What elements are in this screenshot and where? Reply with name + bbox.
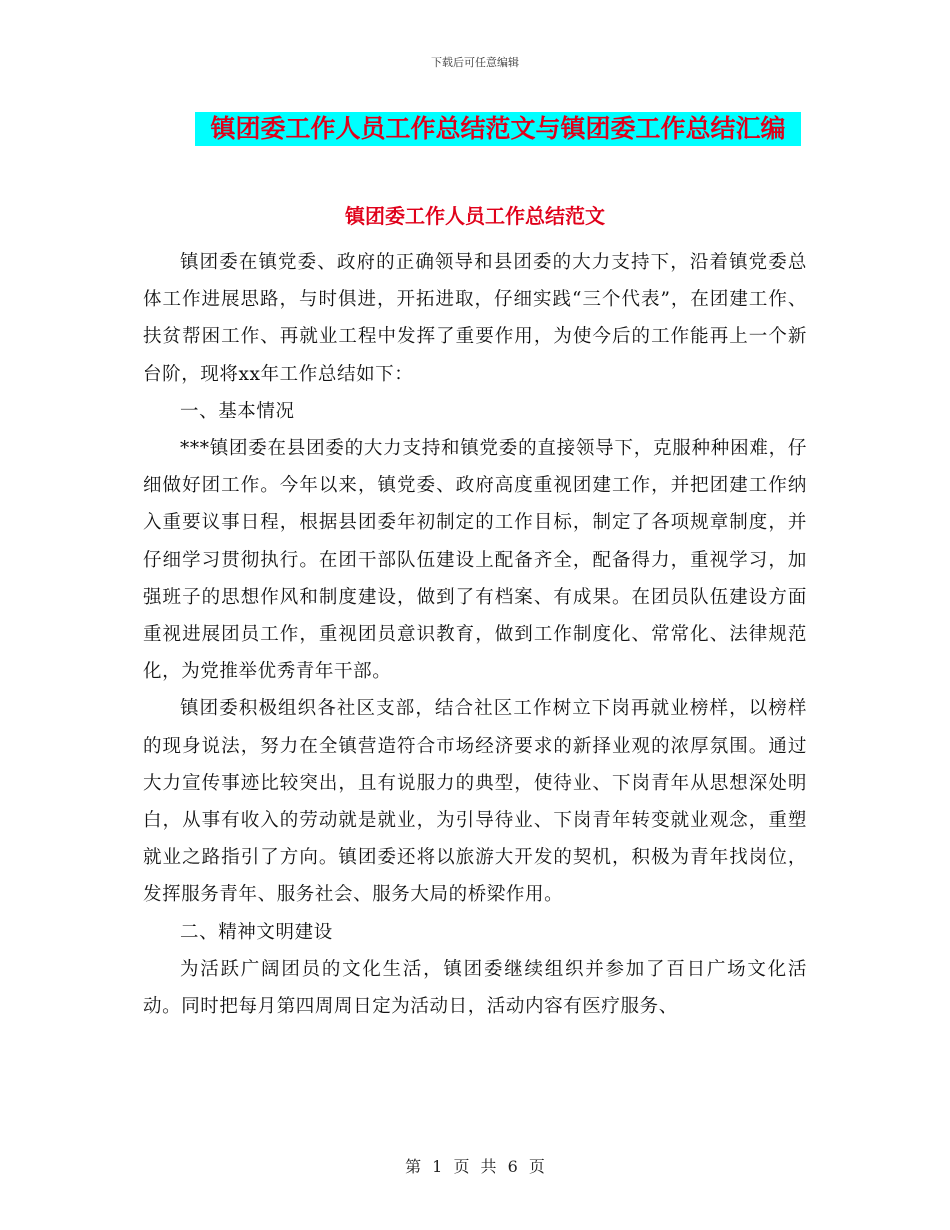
paragraph: 为活跃广阔团员的文化生活，镇团委继续组织并参加了百日广场文化活动。同时把每月第四周周日定为活动日，活动内容有医疗服务、	[143, 958, 807, 1018]
paragraph: ***镇团委在县团委的大力支持和镇党委的直接领导下，克服种种困难，仔细做好团工作。今年以来，镇党委、政府高度重视团建工作，并把团建工作纳入重要议事日程，根据县团委年初制定的工作目标，制定了各项规章制度，并仔细学习贯彻执行。在团干部队伍建设上配备齐全，配备得力，重视学习，加强班子的思想作风和制度建设，做到了有档案、有成果。在团员队伍建设方面重视进展团员工作，重视团员意识教育，做到工作制度化、常常化、法律规范化，为党推举优秀青年干部。	[143, 438, 807, 683]
header-note: 下载后可任意编辑	[431, 56, 519, 69]
sub-title: 镇团委工作人员工作总结范文	[345, 204, 605, 228]
main-title-highlight	[195, 112, 801, 146]
section-heading: 二、精神文明建设	[180, 921, 333, 943]
section-heading: 一、基本情况	[180, 400, 295, 422]
page-number: 第 1 页 共 6 页	[405, 1157, 545, 1176]
main-title: 镇团委工作人员工作总结范文与镇团委工作总结汇编	[210, 114, 786, 143]
paragraph: 镇团委在镇党委、政府的正确领导和县团委的大力支持下，沿着镇党委总体工作进展思路，与时俱进，开拓进取，仔细实践“三个代表”，在团建工作、扶贫帮困工作、再就业工程中发挥了重要作用，为使今后的工作能再上一个新台阶，现将xx年工作总结如下：	[143, 252, 807, 385]
body-text	[143, 244, 807, 1025]
paragraph: 镇团委积极组织各社区支部，结合社区工作树立下岗再就业榜样，以榜样的现身说法，努力在全镇营造符合市场经济要求的新择业观的浓厚氛围。通过大力宣传事迹比较突出，且有说服力的典型，使待业、下岗青年从思想深处明白，从事有收入的劳动就是就业，为引导待业、下岗青年转变就业观念，重塑就业之路指引了方向。镇团委还将以旅游大开发的契机，积极为青年找岗位，发挥服务青年、服务社会、服务大局的桥梁作用。	[143, 698, 807, 906]
